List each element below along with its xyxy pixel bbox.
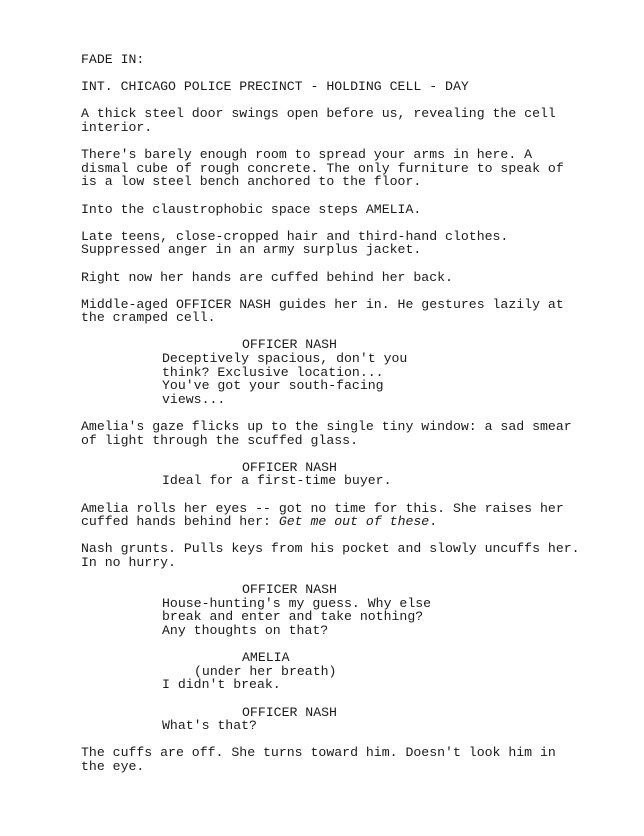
character-name: OFFICER NASH xyxy=(242,459,337,475)
blank-line xyxy=(81,406,621,420)
dialogue-line: I didn't break. xyxy=(162,677,281,693)
parenthetical: (under her breath) xyxy=(194,663,337,679)
action-line: The cuffs are off. She turns toward him. Doesn't look him in xyxy=(81,745,556,761)
dialogue-line: What's that? xyxy=(162,718,257,734)
action-text: cuffed hands behind her: xyxy=(81,514,279,530)
blank-line xyxy=(81,189,621,203)
blank-line xyxy=(81,447,621,461)
blank-line xyxy=(81,570,621,584)
action-line: Late teens, close-cropped hair and third-hand clothes. xyxy=(81,228,509,244)
blank-line xyxy=(81,733,621,747)
action-line: There's barely enough room to spread your arms in here. A xyxy=(81,147,533,163)
action-line: Nash grunts. Pulls keys from his pocket and slowly uncuffs her. xyxy=(81,541,580,557)
scene-heading: INT. CHICAGO POLICE PRECINCT - HOLDING CELL - DAY xyxy=(81,79,469,95)
action-line: Middle-aged OFFICER NASH guides her in. He gestures lazily at xyxy=(81,296,564,312)
action-line: Right now her hands are cuffed behind her back. xyxy=(81,269,453,285)
action-line: is a low steel bench anchored to the floor. xyxy=(81,174,422,190)
dialogue-line: Any thoughts on that? xyxy=(162,622,329,638)
action-line: Amelia's gaze flicks up to the single tiny window: a sad smear xyxy=(81,419,572,435)
blank-line xyxy=(81,216,621,230)
action-line: the cramped cell. xyxy=(81,310,216,326)
action-line: dismal cube of rough concrete. The only furniture to speak of xyxy=(81,160,564,176)
screenplay-text xyxy=(81,53,621,773)
blank-line xyxy=(81,488,621,502)
blank-line xyxy=(81,94,621,108)
blank-line xyxy=(81,692,621,706)
blank-line xyxy=(81,325,621,339)
dialogue-line: House-hunting's my guess. Why else xyxy=(162,595,432,611)
blank-line xyxy=(81,284,621,298)
action-line: interior. xyxy=(81,119,153,135)
character-name: OFFICER NASH xyxy=(242,337,337,353)
action-line: Amelia rolls her eyes -- got no time for this. She raises her xyxy=(81,500,564,516)
dialogue-line: think? Exclusive location... xyxy=(162,364,384,380)
character-name: OFFICER NASH xyxy=(242,704,337,720)
action-line: Suppressed anger in an army surplus jacket. xyxy=(81,242,422,258)
transition: FADE IN: xyxy=(81,52,145,67)
action-line: Into the claustrophobic space steps AMELIA. xyxy=(81,201,422,217)
action-line: of light through the scuffed glass. xyxy=(81,432,358,448)
action-text: . xyxy=(429,514,438,530)
blank-line xyxy=(81,67,621,81)
dialogue-line: You've got your south-facing xyxy=(162,378,384,394)
action-line: the eye. xyxy=(81,758,145,774)
action-line: A thick steel door swings open before us, revealing the cell xyxy=(81,106,556,122)
blank-line xyxy=(81,135,621,149)
italic-action-text: Get me out of these xyxy=(278,514,430,530)
character-name: OFFICER NASH xyxy=(242,582,337,598)
dialogue-line: Ideal for a first-time buyer. xyxy=(162,473,392,489)
character-name: AMELIA xyxy=(242,650,290,666)
dialogue-line: Deceptively spacious, don't you xyxy=(162,351,408,367)
dialogue-line: break and enter and take nothing? xyxy=(162,609,424,625)
action-line-mixed xyxy=(81,515,621,529)
blank-line xyxy=(81,638,621,652)
action-line: In no hurry. xyxy=(81,554,176,570)
blank-line xyxy=(81,257,621,271)
dialogue-line: views... xyxy=(162,391,226,407)
blank-line xyxy=(81,529,621,543)
